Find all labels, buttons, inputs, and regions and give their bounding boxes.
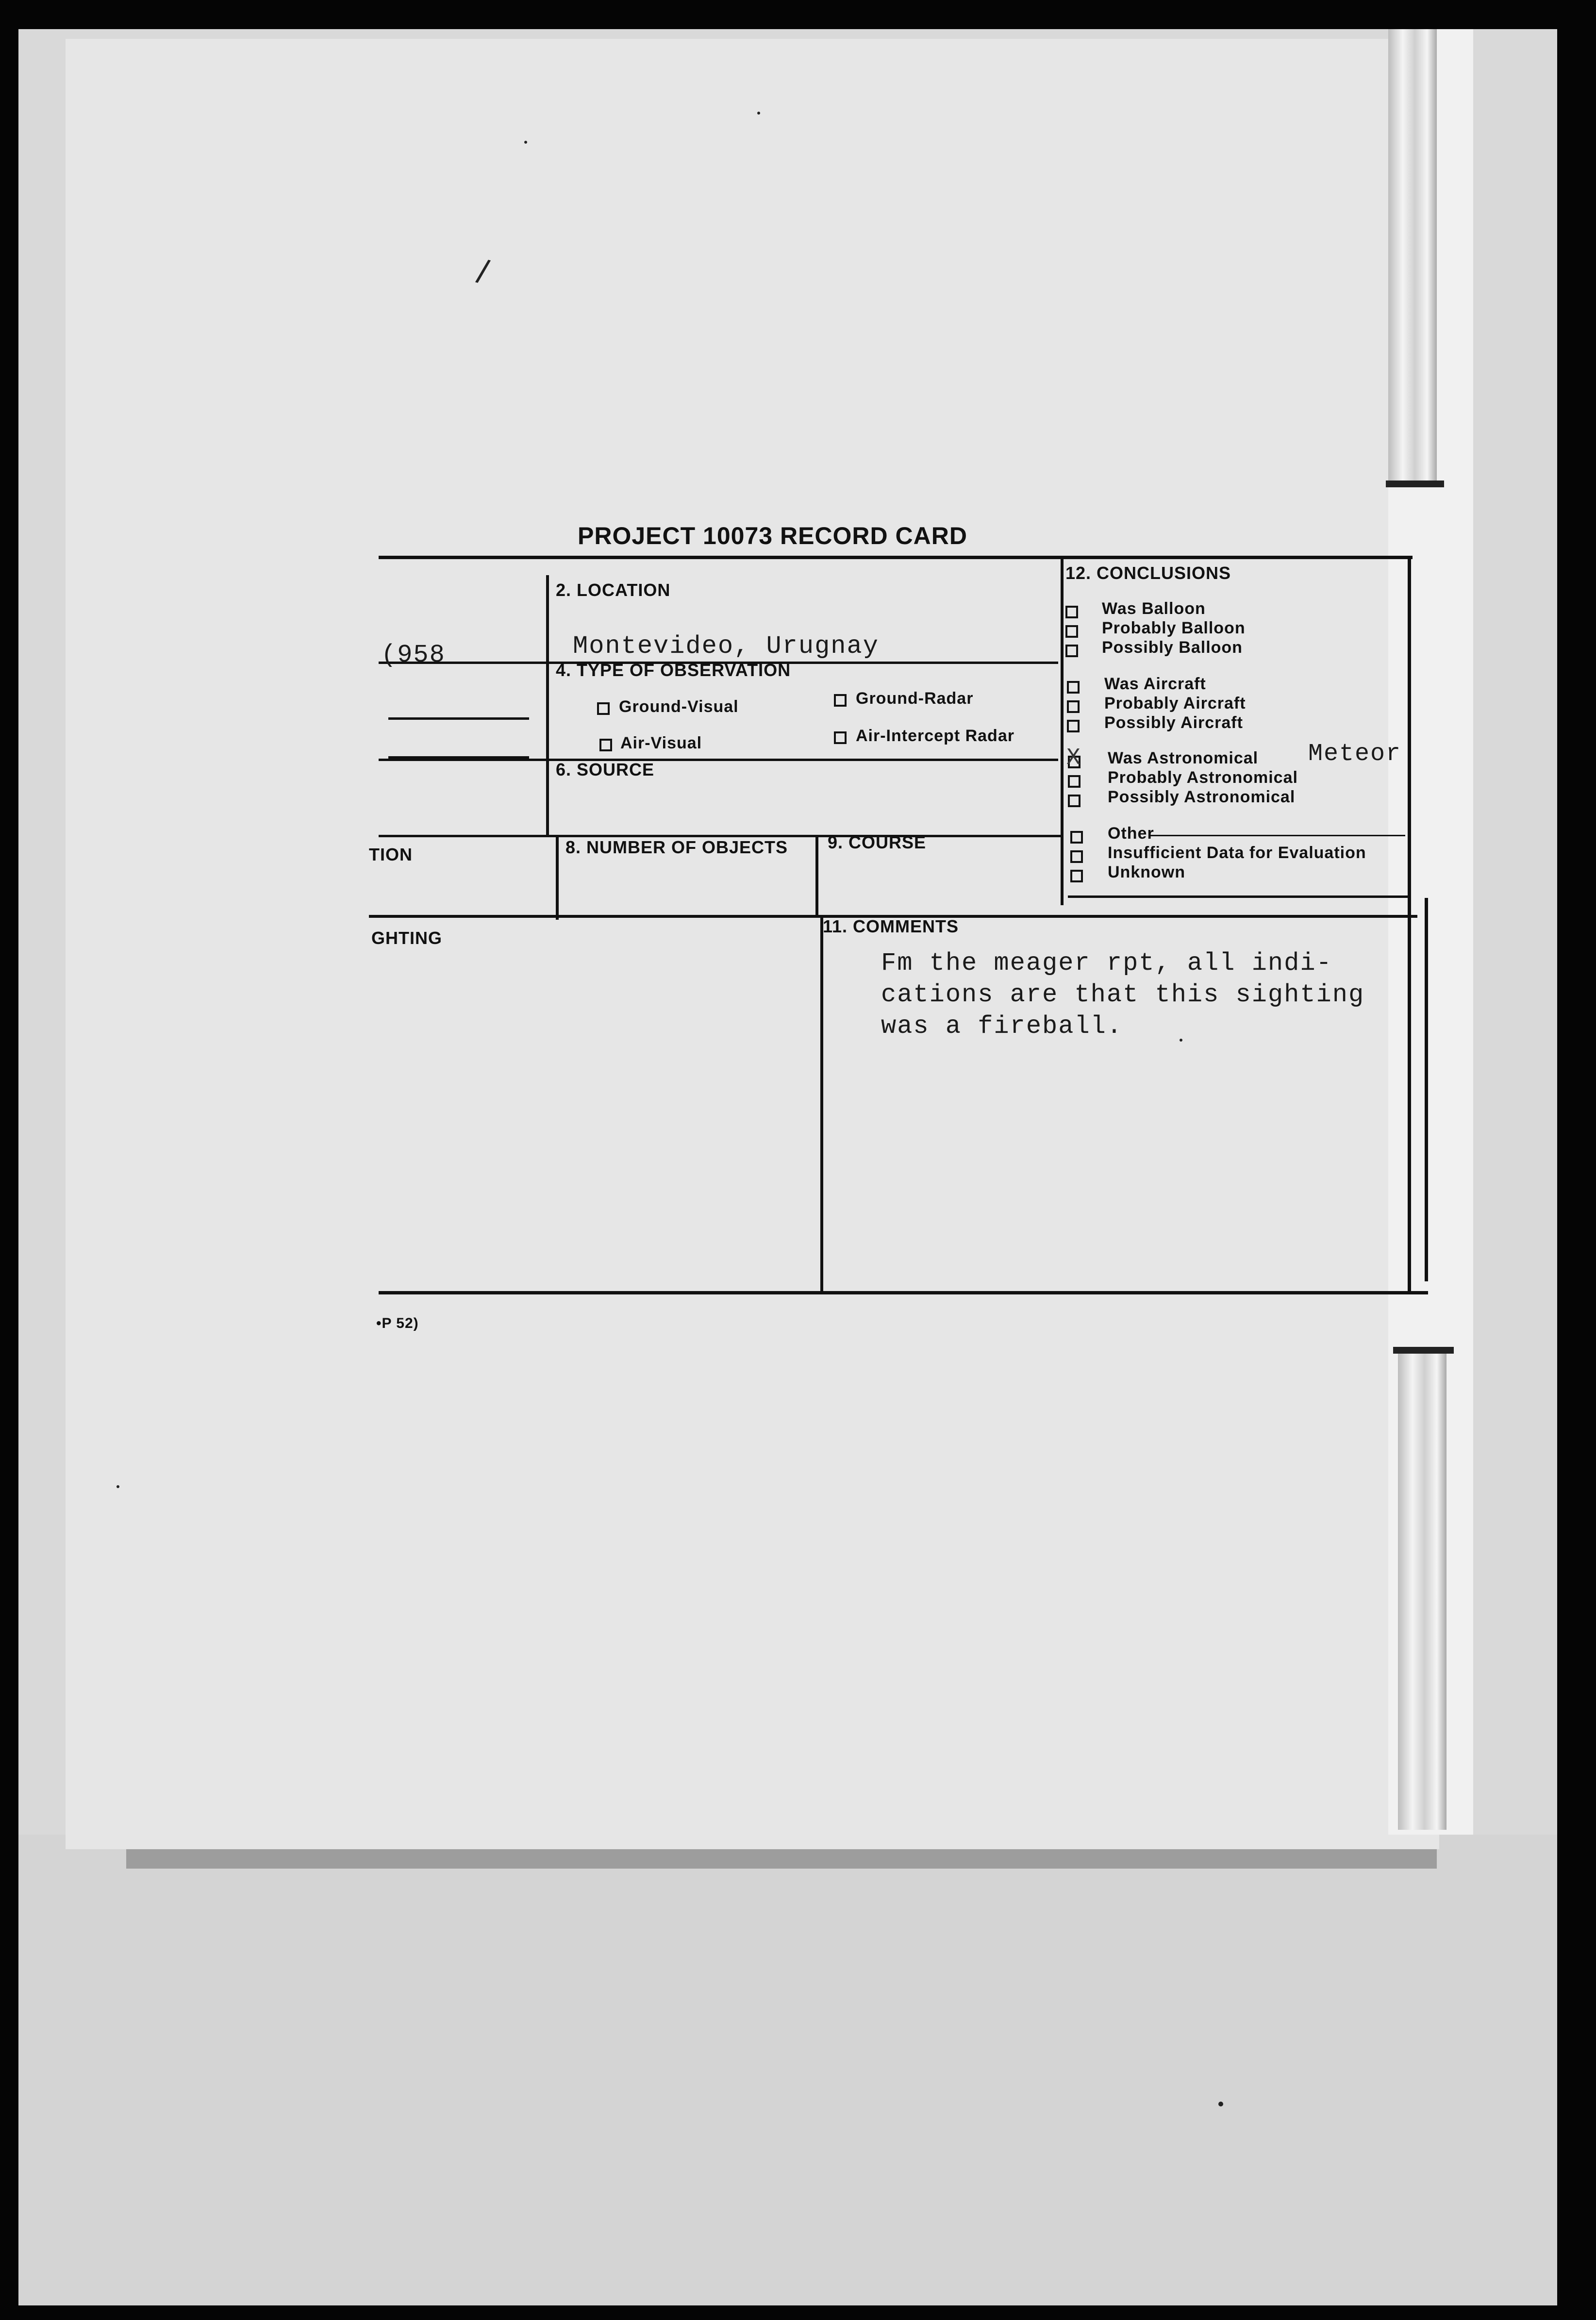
checkbox-possibly-astronomical <box>1068 795 1081 807</box>
conclusion-possibly-aircraft: Possibly Aircraft <box>1104 713 1243 732</box>
checkbox-insufficient-data <box>1070 850 1083 863</box>
dust-speck <box>1218 2102 1223 2106</box>
checkbox-air-visual <box>599 739 612 751</box>
conclusion-other: Other <box>1108 824 1154 843</box>
other-fill-line <box>1150 835 1405 836</box>
binder-strip-bottom <box>1398 1349 1446 1830</box>
checkbox-ground-visual <box>597 702 610 715</box>
film-bottom-band <box>18 1835 1557 2305</box>
course-label: 9. COURSE <box>828 832 927 852</box>
conclusion-was-balloon: Was Balloon <box>1102 599 1206 618</box>
checkbox-air-intercept-radar <box>834 731 847 744</box>
comments-line-1: Fm the meager rpt, all indi- <box>881 949 1332 978</box>
binder-strip-bottom-cap <box>1393 1347 1454 1354</box>
rule-v-conclusions <box>1061 558 1064 905</box>
option-air-visual: Air-Visual <box>620 734 702 752</box>
pen-mark: / <box>473 252 493 292</box>
binder-strip-top-cap <box>1386 481 1444 487</box>
binder-strip-top <box>1388 29 1437 485</box>
astronomical-note-meteor: Meteor <box>1308 740 1402 768</box>
dust-speck <box>1180 1039 1182 1042</box>
source-label: 6. SOURCE <box>556 760 655 779</box>
conclusion-probably-aircraft: Probably Aircraft <box>1104 694 1246 713</box>
rule-v-comments <box>820 915 823 1293</box>
rule-bottom <box>379 1291 1428 1294</box>
duration-label-fragment: TION <box>369 845 413 864</box>
conclusion-possibly-astronomical: Possibly Astronomical <box>1108 788 1296 806</box>
checkbox-was-balloon <box>1065 606 1078 618</box>
rule-v-location <box>546 575 549 837</box>
checkbox-probably-balloon <box>1065 625 1078 638</box>
form-number: •P 52) <box>376 1315 419 1331</box>
option-air-intercept-radar: Air-Intercept Radar <box>856 727 1014 745</box>
conclusion-probably-astronomical: Probably Astronomical <box>1108 768 1298 787</box>
card-sheet <box>66 39 1439 1849</box>
location-value: Montevideo, Urugnay <box>573 632 879 661</box>
date-fragment: (958 <box>381 641 446 669</box>
checkbox-probably-astronomical <box>1068 775 1081 788</box>
comments-line-3: was a fireball. <box>881 1012 1123 1041</box>
rule-h-left-1 <box>388 717 529 720</box>
conclusion-possibly-balloon: Possibly Balloon <box>1102 638 1243 657</box>
rule-h-source <box>379 759 1058 761</box>
checkbox-probably-aircraft <box>1067 700 1080 713</box>
dust-speck <box>524 141 527 144</box>
checkbox-mark-x: X <box>1066 745 1081 771</box>
rule-right-upper <box>1408 556 1411 1293</box>
conclusion-was-aircraft: Was Aircraft <box>1104 675 1206 693</box>
location-label: 2. LOCATION <box>556 580 671 600</box>
conclusion-probably-balloon: Probably Balloon <box>1102 619 1246 637</box>
number-of-objects-label: 8. NUMBER OF OBJECTS <box>565 837 788 857</box>
dust-speck <box>116 1485 119 1488</box>
rule-v-course <box>815 835 818 915</box>
card-title: PROJECT 10073 RECORD CARD <box>578 522 967 549</box>
rule-right-lower <box>1425 898 1428 1281</box>
checkbox-unknown <box>1070 870 1083 882</box>
conclusion-unknown: Unknown <box>1108 863 1185 881</box>
conclusions-label: 12. CONCLUSIONS <box>1065 563 1231 583</box>
checkbox-ground-radar <box>834 694 847 707</box>
option-ground-visual: Ground-Visual <box>619 697 739 716</box>
conclusion-was-astronomical: Was Astronomical <box>1108 749 1259 767</box>
checkbox-other <box>1070 831 1083 844</box>
checkbox-was-aircraft <box>1067 681 1080 694</box>
rule-v-objects <box>556 835 559 920</box>
comments-line-2: cations are that this sighting <box>881 980 1365 1009</box>
option-ground-radar: Ground-Radar <box>856 689 974 708</box>
sighting-label-fragment: GHTING <box>371 928 442 948</box>
comments-label: 11. COMMENTS <box>823 916 959 936</box>
dust-speck <box>757 112 760 115</box>
checkbox-possibly-balloon <box>1065 645 1078 657</box>
conclusion-insufficient-data: Insufficient Data for Evaluation <box>1108 844 1366 862</box>
rule-h-conclusions-bottom <box>1068 895 1408 898</box>
checkbox-possibly-aircraft <box>1067 720 1080 732</box>
rule-top <box>379 556 1413 559</box>
type-of-observation-label: 4. TYPE OF OBSERVATION <box>556 660 791 680</box>
